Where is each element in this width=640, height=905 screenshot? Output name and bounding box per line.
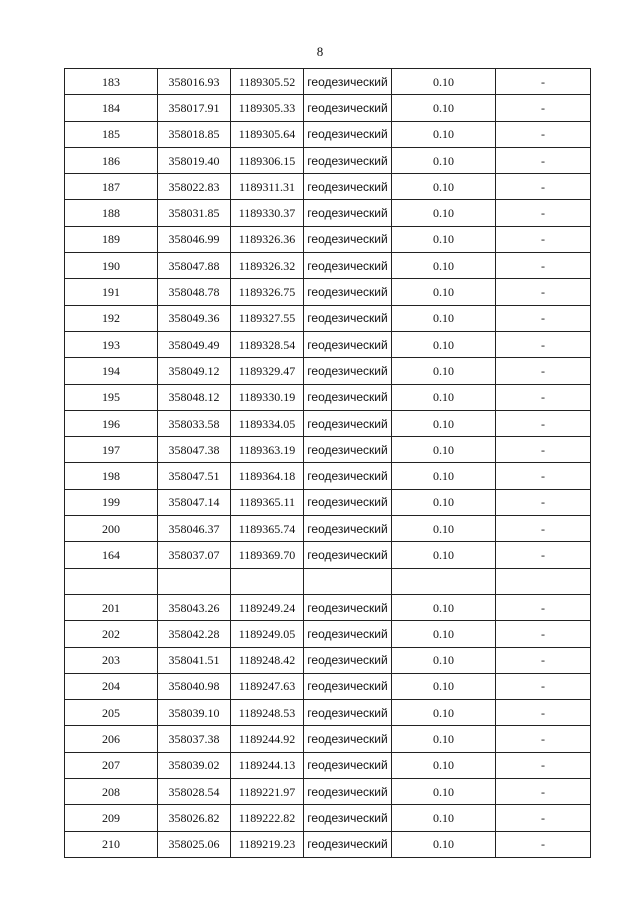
point-number-cell: 209 <box>65 805 158 831</box>
point-number-cell: 187 <box>65 174 158 200</box>
table-row <box>65 147 591 173</box>
accuracy-cell: 0.10 <box>392 174 496 200</box>
method-cell: геодезический <box>304 384 392 410</box>
description-cell: - <box>496 489 591 515</box>
table-row <box>65 384 591 410</box>
point-number-cell: 201 <box>65 594 158 620</box>
method-cell: геодезический <box>304 200 392 226</box>
y-coordinate-cell: 1189330.19 <box>231 384 304 410</box>
y-coordinate-cell: 1189244.92 <box>231 726 304 752</box>
point-number-cell: 197 <box>65 437 158 463</box>
description-cell: - <box>496 752 591 778</box>
description-cell: - <box>496 594 591 620</box>
table-row <box>65 437 591 463</box>
method-cell <box>304 568 392 594</box>
method-cell: геодезический <box>304 331 392 357</box>
description-cell: - <box>496 174 591 200</box>
y-coordinate-cell: 1189244.13 <box>231 752 304 778</box>
point-number-cell: 186 <box>65 147 158 173</box>
description-cell: - <box>496 621 591 647</box>
method-cell: геодезический <box>304 226 392 252</box>
accuracy-cell: 0.10 <box>392 147 496 173</box>
method-cell: геодезический <box>304 121 392 147</box>
y-coordinate-cell: 1189363.19 <box>231 437 304 463</box>
accuracy-cell: 0.10 <box>392 700 496 726</box>
table-row <box>65 594 591 620</box>
x-coordinate-cell: 358037.38 <box>158 726 231 752</box>
accuracy-cell: 0.10 <box>392 805 496 831</box>
method-cell: геодезический <box>304 253 392 279</box>
description-cell: - <box>496 121 591 147</box>
table-row <box>65 279 591 305</box>
accuracy-cell: 0.10 <box>392 437 496 463</box>
method-cell: геодезический <box>304 542 392 568</box>
accuracy-cell: 0.10 <box>392 726 496 752</box>
x-coordinate-cell: 358041.51 <box>158 647 231 673</box>
y-coordinate-cell: 1189328.54 <box>231 331 304 357</box>
x-coordinate-cell: 358047.38 <box>158 437 231 463</box>
table-row <box>65 253 591 279</box>
x-coordinate-cell: 358048.12 <box>158 384 231 410</box>
table-row <box>65 516 591 542</box>
method-cell: геодезический <box>304 647 392 673</box>
description-cell: - <box>496 542 591 568</box>
point-number-cell: 204 <box>65 673 158 699</box>
x-coordinate-cell: 358025.06 <box>158 831 231 857</box>
method-cell: геодезический <box>304 752 392 778</box>
y-coordinate-cell: 1189222.82 <box>231 805 304 831</box>
method-cell: геодезический <box>304 516 392 542</box>
page-number: 8 <box>316 44 324 59</box>
accuracy-cell: 0.10 <box>392 516 496 542</box>
x-coordinate-cell: 358049.36 <box>158 305 231 331</box>
point-number-cell: 210 <box>65 831 158 857</box>
method-cell: геодезический <box>304 305 392 331</box>
x-coordinate-cell: 358019.40 <box>158 147 231 173</box>
y-coordinate-cell: 1189305.64 <box>231 121 304 147</box>
table-row <box>65 69 591 95</box>
table-row <box>65 95 591 121</box>
table-row <box>65 121 591 147</box>
method-cell: геодезический <box>304 831 392 857</box>
point-number-cell: 203 <box>65 647 158 673</box>
description-cell: - <box>496 463 591 489</box>
description-cell: - <box>496 410 591 436</box>
x-coordinate-cell: 358028.54 <box>158 779 231 805</box>
y-coordinate-cell: 1189327.55 <box>231 305 304 331</box>
table-row <box>65 726 591 752</box>
description-cell: - <box>496 516 591 542</box>
accuracy-cell: 0.10 <box>392 200 496 226</box>
accuracy-cell: 0.10 <box>392 279 496 305</box>
description-cell: - <box>496 331 591 357</box>
table-row <box>65 568 591 594</box>
description-cell <box>496 568 591 594</box>
method-cell: геодезический <box>304 489 392 515</box>
y-coordinate-cell <box>231 568 304 594</box>
table-row <box>65 779 591 805</box>
table-row <box>65 621 591 647</box>
y-coordinate-cell: 1189311.31 <box>231 174 304 200</box>
x-coordinate-cell: 358016.93 <box>158 69 231 95</box>
method-cell: геодезический <box>304 95 392 121</box>
accuracy-cell: 0.10 <box>392 358 496 384</box>
table-row <box>65 226 591 252</box>
y-coordinate-cell: 1189330.37 <box>231 200 304 226</box>
y-coordinate-cell: 1189305.33 <box>231 95 304 121</box>
y-coordinate-cell: 1189365.74 <box>231 516 304 542</box>
point-number-cell: 200 <box>65 516 158 542</box>
x-coordinate-cell: 358033.58 <box>158 410 231 436</box>
point-number-cell: 199 <box>65 489 158 515</box>
method-cell: геодезический <box>304 673 392 699</box>
x-coordinate-cell: 358046.99 <box>158 226 231 252</box>
table-row <box>65 463 591 489</box>
point-number-cell: 184 <box>65 95 158 121</box>
point-number-cell: 208 <box>65 779 158 805</box>
y-coordinate-cell: 1189249.05 <box>231 621 304 647</box>
x-coordinate-cell: 358040.98 <box>158 673 231 699</box>
x-coordinate-cell: 358047.88 <box>158 253 231 279</box>
x-coordinate-cell: 358047.51 <box>158 463 231 489</box>
point-number-cell: 192 <box>65 305 158 331</box>
y-coordinate-cell: 1189248.42 <box>231 647 304 673</box>
y-coordinate-cell: 1189326.75 <box>231 279 304 305</box>
y-coordinate-cell: 1189247.63 <box>231 673 304 699</box>
point-number-cell: 205 <box>65 700 158 726</box>
y-coordinate-cell: 1189369.70 <box>231 542 304 568</box>
description-cell: - <box>496 147 591 173</box>
y-coordinate-cell: 1189248.53 <box>231 700 304 726</box>
description-cell: - <box>496 305 591 331</box>
accuracy-cell: 0.10 <box>392 463 496 489</box>
method-cell: геодезический <box>304 358 392 384</box>
table-row <box>65 805 591 831</box>
x-coordinate-cell: 358039.02 <box>158 752 231 778</box>
description-cell: - <box>496 384 591 410</box>
point-number-cell: 195 <box>65 384 158 410</box>
description-cell: - <box>496 200 591 226</box>
description-cell: - <box>496 253 591 279</box>
method-cell: геодезический <box>304 805 392 831</box>
accuracy-cell: 0.10 <box>392 95 496 121</box>
accuracy-cell: 0.10 <box>392 621 496 647</box>
description-cell: - <box>496 831 591 857</box>
description-cell: - <box>496 673 591 699</box>
y-coordinate-cell: 1189326.32 <box>231 253 304 279</box>
point-number-cell: 191 <box>65 279 158 305</box>
table-row <box>65 200 591 226</box>
point-number-cell: 164 <box>65 542 158 568</box>
point-number-cell: 206 <box>65 726 158 752</box>
point-number-cell: 188 <box>65 200 158 226</box>
y-coordinate-cell: 1189221.97 <box>231 779 304 805</box>
point-number-cell: 198 <box>65 463 158 489</box>
coordinates-table <box>64 68 591 858</box>
x-coordinate-cell: 358026.82 <box>158 805 231 831</box>
point-number-cell: 193 <box>65 331 158 357</box>
description-cell: - <box>496 726 591 752</box>
x-coordinate-cell: 358046.37 <box>158 516 231 542</box>
table-row <box>65 331 591 357</box>
accuracy-cell: 0.10 <box>392 673 496 699</box>
x-coordinate-cell: 358022.83 <box>158 174 231 200</box>
accuracy-cell: 0.10 <box>392 121 496 147</box>
y-coordinate-cell: 1189306.15 <box>231 147 304 173</box>
method-cell: геодезический <box>304 463 392 489</box>
description-cell: - <box>496 647 591 673</box>
accuracy-cell: 0.10 <box>392 489 496 515</box>
x-coordinate-cell: 358043.26 <box>158 594 231 620</box>
accuracy-cell: 0.10 <box>392 779 496 805</box>
table-row <box>65 647 591 673</box>
point-number-cell: 189 <box>65 226 158 252</box>
y-coordinate-cell: 1189334.05 <box>231 410 304 436</box>
description-cell: - <box>496 805 591 831</box>
description-cell: - <box>496 95 591 121</box>
description-cell: - <box>496 358 591 384</box>
table-row <box>65 542 591 568</box>
table-row <box>65 673 591 699</box>
accuracy-cell: 0.10 <box>392 410 496 436</box>
x-coordinate-cell: 358048.78 <box>158 279 231 305</box>
x-coordinate-cell: 358047.14 <box>158 489 231 515</box>
description-cell: - <box>496 226 591 252</box>
accuracy-cell: 0.10 <box>392 253 496 279</box>
y-coordinate-cell: 1189329.47 <box>231 358 304 384</box>
method-cell: геодезический <box>304 174 392 200</box>
y-coordinate-cell: 1189364.18 <box>231 463 304 489</box>
method-cell: геодезический <box>304 700 392 726</box>
method-cell: геодезический <box>304 437 392 463</box>
x-coordinate-cell: 358049.12 <box>158 358 231 384</box>
point-number-cell: 207 <box>65 752 158 778</box>
accuracy-cell: 0.10 <box>392 831 496 857</box>
method-cell: геодезический <box>304 594 392 620</box>
table-row <box>65 305 591 331</box>
table-row <box>65 358 591 384</box>
point-number-cell: 190 <box>65 253 158 279</box>
x-coordinate-cell: 358037.07 <box>158 542 231 568</box>
description-cell: - <box>496 279 591 305</box>
table-row <box>65 700 591 726</box>
y-coordinate-cell: 1189219.23 <box>231 831 304 857</box>
description-cell: - <box>496 437 591 463</box>
method-cell: геодезический <box>304 779 392 805</box>
accuracy-cell: 0.10 <box>392 542 496 568</box>
table-row <box>65 831 591 857</box>
x-coordinate-cell: 358031.85 <box>158 200 231 226</box>
point-number-cell: 194 <box>65 358 158 384</box>
y-coordinate-cell: 1189326.36 <box>231 226 304 252</box>
accuracy-cell: 0.10 <box>392 226 496 252</box>
method-cell: геодезический <box>304 147 392 173</box>
method-cell: геодезический <box>304 279 392 305</box>
x-coordinate-cell: 358018.85 <box>158 121 231 147</box>
description-cell: - <box>496 69 591 95</box>
accuracy-cell: 0.10 <box>392 305 496 331</box>
y-coordinate-cell: 1189305.52 <box>231 69 304 95</box>
accuracy-cell: 0.10 <box>392 331 496 357</box>
method-cell: геодезический <box>304 621 392 647</box>
x-coordinate-cell: 358017.91 <box>158 95 231 121</box>
y-coordinate-cell: 1189249.24 <box>231 594 304 620</box>
accuracy-cell: 0.10 <box>392 647 496 673</box>
method-cell: геодезический <box>304 410 392 436</box>
description-cell: - <box>496 700 591 726</box>
table-row <box>65 489 591 515</box>
table-row <box>65 752 591 778</box>
point-number-cell: 196 <box>65 410 158 436</box>
accuracy-cell: 0.10 <box>392 594 496 620</box>
x-coordinate-cell: 358049.49 <box>158 331 231 357</box>
table-row <box>65 174 591 200</box>
accuracy-cell: 0.10 <box>392 69 496 95</box>
point-number-cell <box>65 568 158 594</box>
accuracy-cell <box>392 568 496 594</box>
x-coordinate-cell: 358039.10 <box>158 700 231 726</box>
description-cell: - <box>496 779 591 805</box>
x-coordinate-cell: 358042.28 <box>158 621 231 647</box>
coordinates-table-body <box>65 69 591 858</box>
accuracy-cell: 0.10 <box>392 752 496 778</box>
point-number-cell: 202 <box>65 621 158 647</box>
table-row <box>65 410 591 436</box>
point-number-cell: 183 <box>65 69 158 95</box>
method-cell: геодезический <box>304 726 392 752</box>
accuracy-cell: 0.10 <box>392 384 496 410</box>
point-number-cell: 185 <box>65 121 158 147</box>
x-coordinate-cell <box>158 568 231 594</box>
method-cell: геодезический <box>304 69 392 95</box>
y-coordinate-cell: 1189365.11 <box>231 489 304 515</box>
